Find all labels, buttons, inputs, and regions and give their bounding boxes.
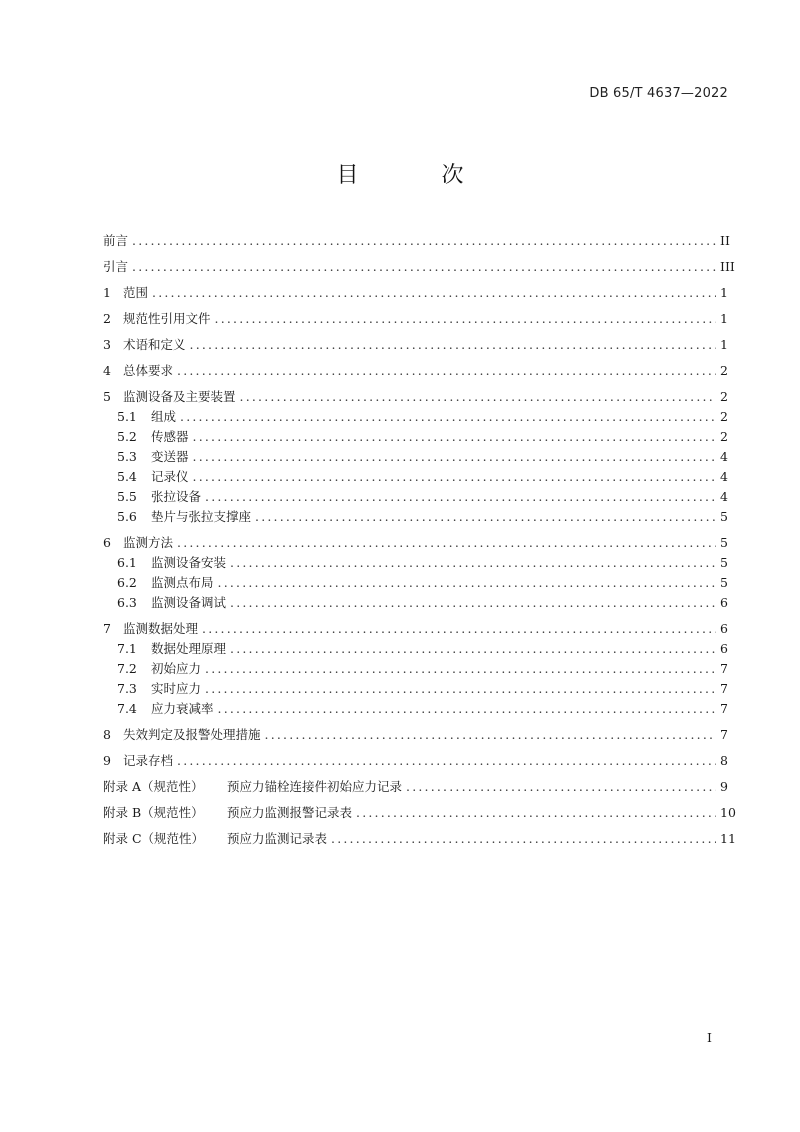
dot-leader [205,679,716,699]
toc-entry[interactable] [103,231,728,251]
toc-entry-title: 传感器 [151,429,189,444]
toc-entry-title: 张拉设备 [151,489,202,504]
toc-entry[interactable] [103,507,728,527]
toc-entry-page: II [720,233,730,248]
toc-entry-number: 6.1 [117,555,137,570]
dot-leader [132,257,716,277]
dot-leader [193,467,716,487]
toc-entry-page: 2 [720,429,728,444]
toc-entry[interactable] [103,639,728,659]
toc-entry-page: 5 [720,555,728,570]
page-title: 目 次 [336,163,502,188]
toc-entry[interactable] [103,593,728,613]
toc-entry-page: 4 [720,469,728,484]
toc-entry-page: 1 [720,285,728,300]
toc-entry[interactable] [103,257,735,277]
toc-entry-title: 范围 [123,285,149,300]
toc-entry-number: 5.3 [117,449,137,464]
toc-entry-page: 2 [720,363,728,378]
toc-entry-title: 监测点布局 [151,575,214,590]
toc-entry-title: 预应力监测记录表 [227,831,328,846]
toc-entry-page: III [720,259,735,274]
toc-entry-number: 5.1 [117,409,137,424]
toc-entry-title: 组成 [151,409,177,424]
toc-entry-number: 附录 C（规范性） [103,831,205,846]
toc-entry[interactable] [103,407,728,427]
toc-entry-number: 7 [103,621,111,636]
dot-leader [356,803,716,823]
standard-code: DB 65/T 4637—2022 [589,86,728,101]
dot-leader [205,659,716,679]
toc-entry-number: 8 [103,727,111,742]
toc-entry-page: 5 [720,575,728,590]
toc-entry-page: 6 [720,641,728,656]
dot-leader [218,573,716,593]
toc-entry[interactable] [103,573,728,593]
dot-leader [190,335,716,355]
dot-leader [230,639,716,659]
toc-entry[interactable] [103,487,728,507]
dot-leader [255,507,716,527]
toc-entry-title: 初始应力 [151,661,202,676]
toc-entry-title: 监测设备安装 [151,555,227,570]
toc-entry-page: 5 [720,535,728,550]
toc-entry-number: 7.2 [117,661,137,676]
toc-entry-page: 8 [720,753,728,768]
toc-entry-number: 5.2 [117,429,137,444]
toc-entry[interactable] [103,533,728,553]
toc-entry-number: 3 [103,337,111,352]
toc-entry-page: 10 [720,805,736,820]
toc-entry-number: 5.6 [117,509,137,524]
dot-leader [152,283,716,303]
toc-entry-number: 9 [103,753,111,768]
toc-entry-title: 监测设备调试 [151,595,227,610]
toc-entry-title: 垫片与张拉支撑座 [151,509,252,524]
toc-entry-number: 附录 B（规范性） [103,805,204,820]
dot-leader [177,751,716,771]
dot-leader [218,699,716,719]
toc-entry[interactable] [103,777,728,797]
toc-entry-page: 9 [720,779,728,794]
toc-entry[interactable] [103,387,728,407]
toc-entry-page: 1 [720,311,728,326]
dot-leader [215,309,716,329]
toc-entry-number: 5 [103,389,111,404]
toc-entry-number: 5.5 [117,489,137,504]
toc-entry[interactable] [103,553,728,573]
toc-entry-title: 应力衰减率 [151,701,214,716]
toc-entry-number: 5.4 [117,469,137,484]
toc-entry-title: 监测数据处理 [123,621,199,636]
toc-entry[interactable] [103,699,728,719]
toc-entry[interactable] [103,467,728,487]
toc-entry[interactable] [103,803,736,823]
toc-entry-number: 4 [103,363,111,378]
toc-entry-title: 规范性引用文件 [123,311,211,326]
toc-entry-title: 预应力监测报警记录表 [227,805,353,820]
toc-entry[interactable] [103,751,728,771]
toc-entry-page: 7 [720,681,728,696]
toc-entry-number: 附录 A（规范性） [103,779,204,794]
toc-entry-number: 6.2 [117,575,137,590]
toc-entry-number: 1 [103,285,111,300]
dot-leader [230,553,716,573]
toc-entry-title: 监测方法 [123,535,174,550]
toc-entry-page: 4 [720,449,728,464]
toc-entry-title: 术语和定义 [123,337,186,352]
toc-entry-number: 7.3 [117,681,137,696]
toc-entry-title: 数据处理原理 [151,641,227,656]
toc-entry-number: 7.4 [117,701,137,716]
toc-entry-title: 记录存档 [123,753,174,768]
dot-leader [180,407,716,427]
table-of-contents [103,231,736,849]
dot-leader [177,533,716,553]
toc-entry[interactable] [103,447,728,467]
toc-entry[interactable] [103,619,728,639]
dot-leader [193,447,716,467]
toc-entry[interactable] [103,361,728,381]
toc-entry[interactable] [103,659,728,679]
page-number: I [707,1030,712,1045]
dot-leader [132,231,716,251]
toc-entry[interactable] [103,427,728,447]
toc-entry-page: 6 [720,621,728,636]
toc-entry-number: 2 [103,311,111,326]
toc-entry[interactable] [103,725,728,745]
toc-entry-page: 7 [720,661,728,676]
dot-leader [177,361,716,381]
dot-leader [240,387,716,407]
toc-entry-page: 2 [720,409,728,424]
dot-leader [230,593,716,613]
toc-entry-page: 7 [720,701,728,716]
toc-entry-title: 总体要求 [123,363,174,378]
dot-leader [193,427,716,447]
toc-entry-title: 变送器 [151,449,189,464]
toc-entry-title: 记录仪 [151,469,189,484]
dot-leader [265,725,716,745]
toc-entry-title: 预应力锚栓连接件初始应力记录 [227,779,403,794]
toc-entry-number: 6 [103,535,111,550]
toc-entry-page: 4 [720,489,728,504]
dot-leader [331,829,716,849]
toc-entry-number: 6.3 [117,595,137,610]
dot-leader [205,487,716,507]
toc-entry-page: 6 [720,595,728,610]
toc-entry-title: 前言 [103,233,129,248]
toc-entry[interactable] [103,283,728,303]
dot-leader [202,619,716,639]
toc-entry-page: 11 [720,831,736,846]
toc-entry[interactable] [103,335,728,355]
toc-entry[interactable] [103,309,728,329]
toc-entry-page: 7 [720,727,728,742]
toc-entry[interactable] [103,829,736,849]
toc-entry-title: 失效判定及报警处理措施 [123,727,261,742]
toc-entry-title: 实时应力 [151,681,202,696]
toc-entry-number: 7.1 [117,641,137,656]
toc-entry-page: 5 [720,509,728,524]
toc-entry-page: 1 [720,337,728,352]
toc-entry-title: 监测设备及主要装置 [123,389,236,404]
toc-entry-title: 引言 [103,259,129,274]
toc-entry[interactable] [103,679,728,699]
dot-leader [406,777,716,797]
toc-entry-page: 2 [720,389,728,404]
